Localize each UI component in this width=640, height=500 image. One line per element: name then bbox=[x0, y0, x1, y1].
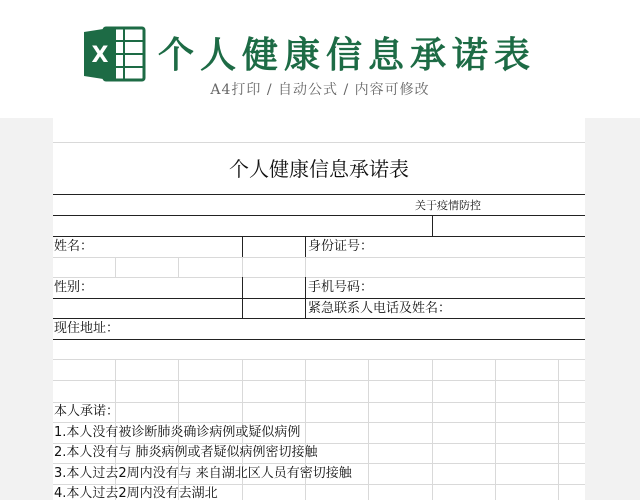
form-border bbox=[242, 277, 243, 318]
emergency-contact-label: 紧急联系人电话及姓名： bbox=[308, 301, 452, 316]
form-border bbox=[53, 194, 585, 195]
grid-line bbox=[368, 359, 369, 500]
grid-line bbox=[242, 257, 243, 277]
sheet-title: 个人健康信息承诺表 bbox=[229, 157, 409, 181]
phone-label: 手机号码： bbox=[308, 280, 374, 295]
excel-icon bbox=[82, 24, 146, 84]
form-border bbox=[53, 215, 585, 216]
grid-line bbox=[53, 463, 585, 464]
grid-line bbox=[305, 257, 306, 277]
address-label: 现住地址： bbox=[54, 321, 120, 336]
pledge-item: 1.本人没有被诊断肺炎确诊病例或疑似病例 bbox=[54, 425, 301, 440]
spreadsheet bbox=[53, 118, 585, 500]
pledge-item: 2.本人没有与 肺炎病例或者疑似病例密切接触 bbox=[54, 445, 318, 460]
form-border bbox=[305, 236, 306, 257]
pledge-item: 3.本人过去2周内没有与 来自湖北区人员有密切接触 bbox=[54, 466, 352, 481]
grid-line bbox=[432, 359, 433, 500]
grid-line bbox=[53, 359, 585, 360]
gender-label: 性别： bbox=[54, 280, 94, 295]
grid-line bbox=[495, 359, 496, 500]
form-border bbox=[242, 236, 243, 257]
form-border bbox=[53, 318, 585, 319]
pledge-heading: 本人承诺： bbox=[54, 404, 120, 419]
pledge-item: 4.本人过去2周内没有去湖北 bbox=[54, 486, 218, 500]
grid-line bbox=[53, 142, 585, 143]
grid-line bbox=[53, 380, 585, 381]
grid-line bbox=[53, 402, 585, 403]
banner-title: 个人健康信息承诺表 bbox=[158, 34, 537, 76]
grid-line bbox=[178, 257, 179, 277]
name-label: 姓名： bbox=[54, 239, 94, 254]
subheading: 关于疫情防控 bbox=[415, 199, 481, 212]
form-border bbox=[53, 339, 585, 340]
grid-line bbox=[53, 277, 585, 278]
banner-subtitle: A4打印 / 自动公式 / 内容可修改 bbox=[210, 82, 430, 98]
form-border bbox=[432, 215, 433, 236]
banner bbox=[0, 0, 640, 118]
form-border bbox=[305, 277, 306, 318]
svg-text:X: X bbox=[91, 43, 109, 68]
grid-line bbox=[53, 422, 585, 423]
form-border bbox=[53, 298, 585, 299]
form-border bbox=[53, 236, 585, 237]
id-number-label: 身份证号： bbox=[308, 239, 374, 254]
grid-line bbox=[53, 257, 585, 258]
grid-line bbox=[558, 359, 559, 500]
grid-line bbox=[115, 257, 116, 277]
